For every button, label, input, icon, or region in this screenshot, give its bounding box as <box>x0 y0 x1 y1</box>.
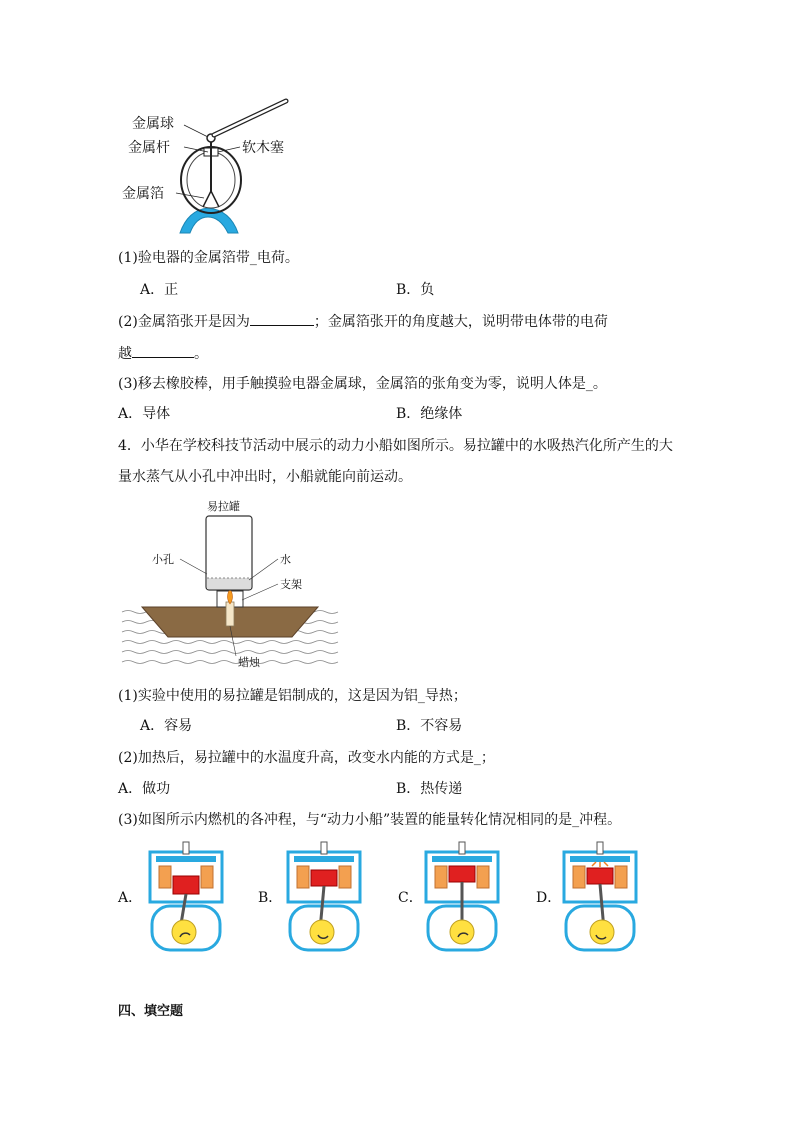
label-candle: 蜡烛 <box>238 656 260 669</box>
label-stand: 支架 <box>280 578 302 591</box>
steam-boat-figure <box>118 496 343 671</box>
q4-sub1-option-a: A．容易 <box>140 718 193 734</box>
q4-stem-line1: 4．小华在学校科技节活动中展示的动力小船如图所示。易拉罐中的水吸热汽化所产生的大 <box>118 438 673 454</box>
engine-diagram-c[interactable] <box>422 840 502 952</box>
engine-diagram-d[interactable] <box>560 840 640 952</box>
engine-drawing-a <box>146 840 226 952</box>
q3-sub1-stem: (1)验电器的金属箔带_电荷。 <box>118 250 299 266</box>
engine-option-label-c: C． <box>398 890 423 906</box>
label-metal-rod: 金属杆 <box>128 140 170 156</box>
q4-stem-line2: 量水蒸气从小孔中冲出时，小船就能向前运动。 <box>118 469 412 485</box>
q3-sub3-option-a: A．导体 <box>118 406 171 422</box>
q3-sub2-part3: 越 <box>118 346 132 362</box>
answer-blank-2[interactable] <box>132 343 194 358</box>
q3-sub2-part2: ；金属箔张开的角度越大，说明带电体带的电荷 <box>313 314 608 330</box>
label-can: 易拉罐 <box>207 500 240 513</box>
engine-option-label-a: A． <box>118 890 143 906</box>
q4-sub3-stem: (3)如图所示内燃机的各冲程，与“动力小船”装置的能量转化情况相同的是_冲程。 <box>118 812 622 828</box>
electroscope-figure <box>118 95 298 240</box>
q3-sub2-part1: (2)金属箔张开是因为 <box>118 314 250 330</box>
q3-sub2-line1 <box>118 311 608 332</box>
q3-sub3-stem: (3)移去橡胶棒，用手触摸验电器金属球，金属箔的张角变为零，说明人体是_。 <box>118 376 607 392</box>
label-water: 水 <box>280 553 291 566</box>
engine-diagram-a[interactable] <box>146 840 226 952</box>
engine-option-label-b: B． <box>258 890 283 906</box>
label-metal-foil: 金属箔 <box>122 186 164 202</box>
q3-sub2-end: 。 <box>194 346 208 362</box>
answer-blank-1[interactable] <box>250 311 314 326</box>
label-cork: 软木塞 <box>242 140 284 156</box>
q4-sub2-option-b: B．热传递 <box>396 781 463 797</box>
engine-drawing-c <box>422 840 502 952</box>
q3-sub2-line2 <box>118 343 208 364</box>
q4-sub2-stem: (2)加热后，易拉罐中的水温度升高，改变水内能的方式是_； <box>118 750 495 766</box>
steam-boat-drawing <box>118 496 343 671</box>
engine-drawing-b <box>284 840 364 952</box>
section-title-fill-in: 四、填空题 <box>118 1004 184 1019</box>
q3-sub1-option-b: B．负 <box>396 282 435 298</box>
engine-diagram-b[interactable] <box>284 840 364 952</box>
engine-option-label-d: D． <box>536 890 562 906</box>
label-metal-ball: 金属球 <box>132 116 174 132</box>
q4-sub2-option-a: A．做功 <box>118 781 171 797</box>
label-hole: 小孔 <box>152 553 174 566</box>
q3-sub3-option-b: B．绝缘体 <box>396 406 463 422</box>
q4-sub1-option-b: B．不容易 <box>396 718 463 734</box>
q3-sub1-option-a: A．正 <box>140 282 179 298</box>
q4-sub1-stem: (1)实验中使用的易拉罐是铝制成的，这是因为铝_导热； <box>118 688 467 704</box>
engine-drawing-d <box>560 840 640 952</box>
